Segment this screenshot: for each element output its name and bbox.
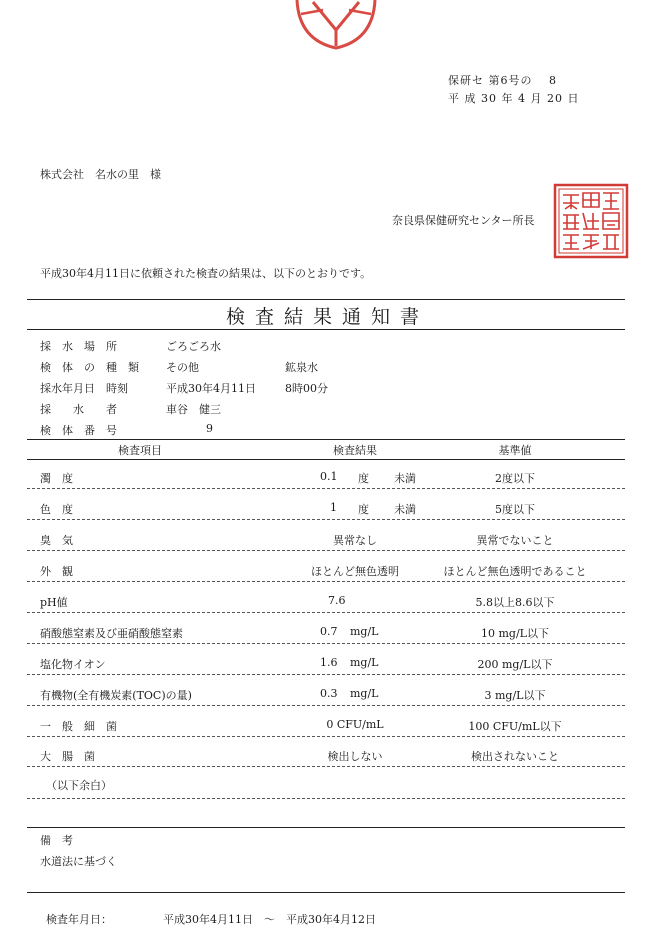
table-row-qualifier: 未満	[394, 503, 416, 516]
table-row-item: 有機物(全有機炭素(TOC)の量)	[40, 689, 192, 702]
info-extra-sample-type: 鉱泉水	[285, 361, 318, 374]
table-row-item: 外 観	[40, 565, 73, 578]
inspection-date-range: 平成30年4月11日 ～ 平成30年4月12日	[163, 913, 376, 926]
table-row-item: 一 般 細 菌	[40, 720, 117, 733]
info-value-sampling-time: 8時00分	[285, 382, 328, 395]
table-row-unit: 度	[358, 472, 369, 485]
table-row-result: 0.7	[320, 625, 338, 638]
info-value-sample-number: 9	[206, 422, 213, 435]
document-number: 保研セ 第6号の 8	[448, 74, 557, 87]
column-header-item: 検査項目	[118, 444, 162, 457]
remarks-text: 水道法に基づく	[40, 855, 117, 868]
table-row-item: 臭 気	[40, 534, 73, 547]
table-row-standard: 5度以下	[495, 503, 535, 516]
info-value-sampler: 車谷 健三	[166, 403, 221, 416]
info-label-sampling-datetime: 採水年月日 時刻	[40, 382, 128, 395]
remarks-title: 備 考	[40, 834, 73, 847]
table-row-standard: 3 mg/L以下	[484, 689, 546, 702]
table-row-result: 7.6	[328, 594, 346, 607]
official-seal	[553, 183, 629, 259]
rule-table-top	[27, 439, 625, 440]
rule-remarks-bottom	[27, 892, 625, 893]
inspection-date-label: 検査年月日：	[46, 913, 112, 926]
row-divider	[27, 705, 625, 706]
row-divider	[27, 550, 625, 551]
rule-header-bottom	[27, 459, 625, 460]
row-divider	[27, 766, 625, 767]
addressee: 株式会社 名水の里 様	[40, 168, 161, 181]
row-divider	[27, 736, 625, 737]
issuer: 奈良県保健研究センター所長	[392, 214, 535, 227]
table-row-standard: ほとんど無色透明であること	[443, 565, 587, 578]
table-row-standard: 100 CFU/mL以下	[468, 720, 562, 733]
document-title: 検査結果通知書	[225, 306, 429, 328]
table-row-standard: 2度以下	[495, 472, 535, 485]
rule-remarks-top	[27, 827, 625, 828]
row-divider	[27, 581, 625, 582]
table-row-standard: 異常でないこと	[476, 534, 554, 547]
table-row-unit: mg/L	[350, 687, 379, 700]
table-row-item: pH値	[40, 596, 68, 609]
table-row-item: 硝酸態窒素及び亜硝酸態窒素	[40, 627, 183, 640]
table-row-unit: mg/L	[350, 656, 379, 669]
column-header-result: 検査結果	[333, 444, 377, 457]
info-value-sampling-date: 平成30年4月11日	[166, 382, 256, 395]
table-row-result: 0.1	[320, 470, 338, 483]
table-row-unit: 度	[358, 503, 369, 516]
row-divider	[27, 612, 625, 613]
table-row-standard: 検出されないこと	[471, 750, 559, 763]
column-header-standard: 基準値	[498, 444, 532, 457]
document-date: 平 成 30 年 4 月 20 日	[448, 92, 580, 105]
info-value-sampling-site: ごろごろ水	[166, 340, 221, 353]
table-row-item: 濁 度	[40, 472, 73, 485]
row-divider	[27, 643, 625, 644]
table-row-result: 検出しない	[327, 750, 383, 763]
info-value-sample-type: その他	[166, 361, 199, 374]
table-row-item: 塩化物イオン	[40, 658, 106, 671]
table-row-unit: mg/L	[350, 625, 379, 638]
table-row-standard: 10 mg/L以下	[481, 627, 549, 640]
info-label-sampling-site: 採 水 場 所	[40, 340, 117, 353]
table-row-result: 1	[330, 501, 337, 514]
table-row-result: 異常なし	[333, 534, 377, 547]
row-divider	[27, 488, 625, 489]
table-note: （以下余白）	[46, 779, 112, 792]
table-row-result: 1.6	[320, 656, 338, 669]
row-divider	[27, 798, 625, 799]
row-divider	[27, 674, 625, 675]
info-label-sample-number: 検 体 番 号	[40, 424, 117, 437]
table-row-result: 0 CFU/mL	[326, 718, 384, 731]
table-row-standard: 200 mg/L以下	[477, 658, 553, 671]
table-row-item: 大 腸 菌	[40, 750, 95, 763]
info-label-sample-type: 検 体 の 種 類	[40, 361, 139, 374]
row-divider	[27, 519, 625, 520]
rule-title-bottom	[27, 329, 625, 330]
table-row-result: 0.3	[320, 687, 338, 700]
table-row-qualifier: 未満	[394, 472, 416, 485]
rule-top	[27, 299, 625, 300]
partial-stamp	[293, 0, 379, 52]
table-row-result: ほとんど無色透明	[311, 565, 399, 578]
table-row-standard: 5.8以上8.6以下	[475, 596, 555, 609]
table-row-item: 色 度	[40, 503, 73, 516]
info-label-sampler: 採 水 者	[40, 403, 117, 416]
intro-sentence: 平成30年4月11日に依頼された検査の結果は、以下のとおりです。	[40, 267, 372, 280]
